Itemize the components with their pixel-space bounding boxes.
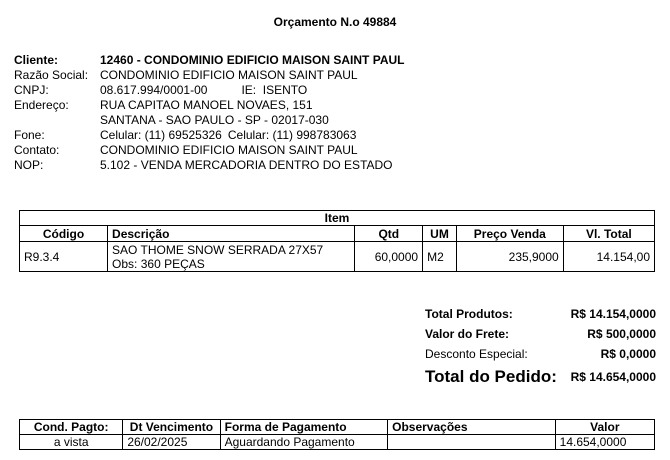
nop-label: NOP:	[14, 158, 44, 172]
items-table	[19, 210, 655, 272]
item-um: M2	[423, 242, 457, 272]
endereco-line2-value: SANTANA - SAO PAULO - SP - 02017-030	[100, 113, 329, 127]
contato-value: CONDOMINIO EDIFICIO MAISON SAINT PAUL	[100, 143, 358, 157]
payment-valor: 14.654,0000	[555, 435, 654, 450]
item-qtd: 60,0000	[355, 242, 423, 272]
client-value: 12460 - CONDOMINIO EDIFICIO MAISON SAINT PAUL	[100, 53, 405, 67]
client-label: Cliente:	[14, 53, 59, 67]
item-total: 14.154,00	[563, 242, 654, 272]
valor-frete-value: R$ 500,0000	[587, 327, 656, 341]
item-preco: 235,9000	[456, 242, 563, 272]
fone-label: Fone:	[14, 128, 45, 142]
col-um-header: UM	[423, 226, 457, 242]
payment-obs	[388, 435, 556, 450]
item-descricao-cell	[108, 242, 355, 272]
nop-value: 5.102 - VENDA MERCADORIA DENTRO DO ESTADO	[100, 158, 393, 172]
desconto-value: R$ 0,0000	[600, 347, 656, 361]
contato-label: Contato:	[14, 143, 60, 157]
col-cond-header: Cond. Pagto:	[20, 420, 123, 435]
payment-cond: a vista	[20, 435, 123, 450]
table-row	[20, 242, 655, 272]
fone-value-2: Celular: (11) 998783063	[227, 128, 357, 142]
payment-venc: 26/02/2025	[123, 435, 220, 450]
razao-social-label: Razão Social:	[14, 68, 89, 82]
total-produtos-label: Total Produtos:	[425, 307, 513, 321]
ie-label: IE:	[241, 83, 257, 97]
total-produtos-value: R$ 14.154,0000	[570, 307, 656, 321]
cnpj-label: CNPJ:	[14, 83, 49, 97]
razao-social-value: CONDOMINIO EDIFICIO MAISON SAINT PAUL	[100, 68, 358, 82]
desconto-label: Desconto Especial:	[425, 347, 528, 361]
ie-value: ISENTO	[262, 83, 308, 97]
table-row	[20, 435, 655, 450]
col-obs-header: Observações	[388, 420, 556, 435]
col-venc-header: Dt Vencimento	[123, 420, 220, 435]
endereco-label: Endereço:	[14, 98, 69, 112]
item-codigo: R9.3.4	[20, 242, 108, 272]
col-valor-header: Valor	[555, 420, 654, 435]
payment-forma: Aguardando Pagamento	[220, 435, 388, 450]
fone-value: Celular: (11) 69525326	[100, 128, 222, 142]
desconto-row	[425, 344, 656, 364]
valor-frete-row	[425, 324, 656, 344]
endereco-value: RUA CAPITAO MANOEL NOVAES, 151	[100, 98, 313, 112]
col-qtd-header: Qtd	[355, 226, 423, 242]
total-pedido-value: R$ 14.654,0000	[570, 370, 656, 384]
page-title: Orçamento N.o 49884	[273, 15, 397, 29]
col-total-header: Vl. Total	[563, 226, 654, 242]
col-descricao-header: Descrição	[108, 226, 355, 242]
col-preco-header: Preço Venda	[456, 226, 563, 242]
total-pedido-label: Total do Pedido:	[425, 367, 557, 386]
total-produtos-row	[425, 304, 656, 324]
valor-frete-label: Valor do Frete:	[425, 327, 510, 341]
item-obs: Obs: 360 PEÇAS	[112, 256, 205, 271]
col-codigo-header: Código	[20, 226, 108, 242]
cnpj-value: 08.617.994/0001-00	[100, 83, 208, 97]
total-pedido-row	[425, 364, 656, 390]
payment-table	[19, 419, 655, 450]
totals-block	[425, 304, 656, 390]
items-caption: Item	[20, 211, 655, 226]
col-forma-header: Forma de Pagamento	[220, 420, 388, 435]
item-descricao: SAO THOME SNOW SERRADA 27X57	[112, 242, 324, 257]
